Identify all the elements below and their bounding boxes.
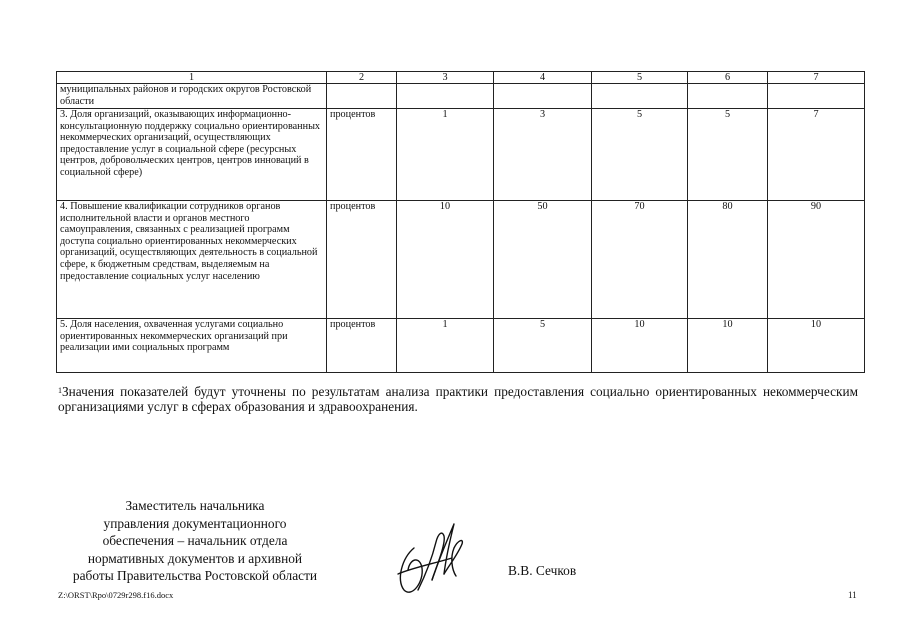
signatory-title-line: Заместитель начальника bbox=[125, 498, 265, 513]
value-cell: 5 bbox=[494, 319, 592, 373]
signatory-title-line: работы Правительства Ростовской области bbox=[72, 568, 318, 583]
footnote-marker: 1 bbox=[58, 386, 62, 395]
column-header: 5 bbox=[592, 72, 688, 84]
table-row bbox=[57, 319, 865, 373]
value-cell: 50 bbox=[494, 201, 592, 319]
indicator-label: муниципальных районов и городских округов Ростовской области bbox=[57, 84, 327, 109]
indicator-label: 5. Доля населения, охваченная услугами социально ориентированных некоммерческих организаций при реализации ими социальных программ bbox=[57, 319, 327, 373]
value-cell: 10 bbox=[768, 319, 865, 373]
table-row bbox=[57, 201, 865, 319]
table-row bbox=[57, 109, 865, 201]
value-cell: 10 bbox=[397, 201, 494, 319]
value-cell: 5 bbox=[688, 109, 768, 201]
value-cell bbox=[768, 84, 865, 109]
signatory-name: В.В. Сечков bbox=[508, 563, 577, 578]
footnote bbox=[58, 384, 858, 414]
unit-cell bbox=[327, 84, 397, 109]
column-header: 1 bbox=[57, 72, 327, 84]
unit-cell: процентов bbox=[327, 201, 397, 319]
value-cell: 1 bbox=[397, 319, 494, 373]
value-cell bbox=[592, 84, 688, 109]
value-cell: 80 bbox=[688, 201, 768, 319]
value-cell bbox=[397, 84, 494, 109]
value-cell: 10 bbox=[592, 319, 688, 373]
column-header: 3 bbox=[397, 72, 494, 84]
value-cell: 1 bbox=[397, 109, 494, 201]
signatory-title-line: управления документационного bbox=[103, 515, 287, 531]
file-path: Z:\ORST\Rpo\0729r298.f16.docx bbox=[58, 590, 174, 600]
value-cell: 7 bbox=[768, 109, 865, 201]
unit-cell: процентов bbox=[327, 109, 397, 201]
indicator-label: 3. Доля организаций, оказывающих информационно-консультационную поддержку социально ориентированных некоммерческих организаций, осуществляющих предоставление услуг в социальной сфере (ресурсных центров, добровольческих центров, центров инноваций в социальной сфере) bbox=[57, 109, 327, 201]
value-cell: 3 bbox=[494, 109, 592, 201]
value-cell bbox=[494, 84, 592, 109]
page-number: 11 bbox=[848, 590, 857, 600]
column-header: 4 bbox=[494, 72, 592, 84]
handwritten-signature bbox=[392, 518, 468, 602]
column-header: 6 bbox=[688, 72, 768, 84]
column-header: 7 bbox=[768, 72, 865, 84]
footnote-text: Значения показателей будут уточнены по результатам анализа практики предоставления социально ориентированных некоммерческим организациями услуг в сферах образования и здравоохранения. bbox=[58, 384, 858, 414]
value-cell: 90 bbox=[768, 201, 865, 319]
column-header: 2 bbox=[327, 72, 397, 84]
value-cell bbox=[688, 84, 768, 109]
unit-cell: процентов bbox=[327, 319, 397, 373]
value-cell: 70 bbox=[592, 201, 688, 319]
value-cell: 10 bbox=[688, 319, 768, 373]
indicators-table bbox=[56, 71, 865, 373]
table-header-row bbox=[57, 72, 865, 84]
indicator-label: 4. Повышение квалификации сотрудников органов исполнительной власти и органов местного самоуправления, связанных с реализацией программ доступа социально ориентированных некоммерческих организаций, осуществляющих деятельность в социальной сфере, к бюджетным средствам, выделяемым на предоставление социальных услуг населению bbox=[57, 201, 327, 319]
signatory-title bbox=[55, 497, 335, 585]
table-row bbox=[57, 84, 865, 109]
value-cell: 5 bbox=[592, 109, 688, 201]
signatory-title-line: нормативных документов и архивной bbox=[87, 550, 303, 566]
signatory-title-line: обеспечения – начальник отдела bbox=[102, 533, 288, 548]
